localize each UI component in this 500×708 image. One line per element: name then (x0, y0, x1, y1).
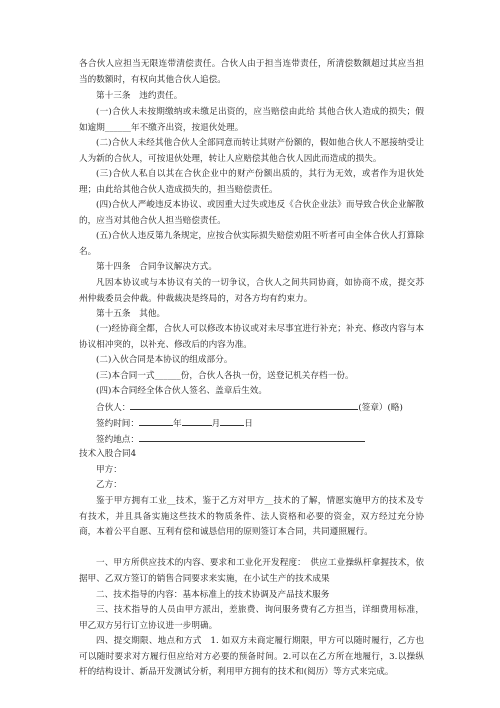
signature-date-label: 签约时间： (96, 419, 139, 429)
clause-3-guidance-personnel: 三、技术指导的人员由甲方派出，差旅费、询问服务费有乙方担当，详细费用标准，甲乙双方另行订立协议进一步明确。 (79, 605, 424, 631)
paragraph-liability-intro: 各合伙人应担当无限连带清偿责任。合伙人由于担当连带责任，所清偿数额超过其应当担当的数额时，有权向其他合伙人追偿。 (79, 59, 424, 85)
signature-place-line (96, 432, 365, 448)
signature-partner-line (96, 400, 403, 416)
article-13-clause-2: (二)合伙人未经其他合伙人全部同意而转让其财产份额的，假如他合伙人不愿接纳受让人为新的合伙人，可按退伙处理，转让人应赔偿其他合伙人因此而造成的损失。 (79, 138, 424, 164)
article-15-clause-1: (一)经协商全都，合伙人可以修改本协议或对未尽事宜进行补充；补充、修改内容与本协议相冲突的，以补充、修改后的内容为准。 (79, 324, 424, 350)
place-blank (139, 432, 365, 442)
signature-date-line (96, 416, 253, 432)
article-14-title: 第十四条 合同争议解决方式。 (96, 262, 218, 272)
day-label: 日 (244, 419, 253, 429)
signature-partner-label: 合伙人： (96, 403, 131, 413)
signature-suffix: (签章）(略) (358, 403, 403, 413)
article-13-clause-4: (四)合伙人严峻违反本协议、或因重大过失或违反《合伙企业法》而导致合伙企业解散的，应当对其他合伙人担当赔偿责任。 (79, 200, 424, 226)
clause-2-guidance-content: 二、技术指导的内容：基本标准上的技术协调及产品技术服务 (96, 590, 330, 600)
article-13-clause-5: (五)合伙人违反第九条规定，应按合伙实际损失赔偿劝阻不听者可由全体合伙人打算除名。 (79, 231, 424, 257)
party-a-label: 甲方： (96, 465, 122, 475)
clause-1-tech-content: 一、甲方所供应技术的内容、要求和工业化开发程度： 供应工业操纵杆拿握技术，依据甲、乙双方签订的销售合同要求来实施，在小试生产的技术成果 (79, 558, 424, 584)
article-15-clause-3: (三)本合同一式______份，合伙人各执一份，送登记机关存档一份。 (96, 371, 354, 381)
signature-partner-blank (130, 400, 358, 410)
signature-place-label: 签约地点： (96, 435, 139, 445)
month-label: 月 (211, 419, 221, 429)
article-15-clause-4: (四)本合同经全体合伙人签名、盖章后生效。 (96, 386, 268, 396)
contract-4-intro: 鉴于甲方拥有工业__技术，鉴于乙方对甲方__技术的了解，情愿实施甲方的技术及专有技术，并且具备实施这些技术的物质条件、法人资格和必要的资金，双方经过充分协商，本着公平自愿、互利有偿和诚恳信用的原则签订本合同，共同遵照履行。 (79, 496, 424, 537)
article-15-title: 第十五条 其他。 (96, 309, 166, 319)
contract-4-title: 技术入股合同4 (79, 449, 137, 459)
party-b-label: 乙方： (96, 480, 122, 490)
article-13-clause-3: (三)合伙人私自以其在合伙企业中的财产份额出质的，其行为无效，或者作为退伙处理；由此给其他合伙人造成损失的，担当赔偿责任。 (79, 169, 424, 195)
year-blank (139, 416, 173, 426)
article-13-title: 第十三条 违约责任。 (96, 91, 183, 101)
article-14-body: 凡因本协议或与本协议有关的一切争议，合伙人之间共同协商，如协商不成，提交苏州仲裁委员会仲裁。仲裁裁决是终局的，对各方均有约束力。 (79, 278, 424, 304)
article-15-clause-2: (二)入伙合同是本协议的组成部分。 (96, 355, 233, 365)
article-13-clause-1: (一)合伙人未按期缴纳或未缴足出资的，应当赔偿由此给 其他合伙人造成的损失；假如逾期______年不缴齐出资，按退伙处理。 (79, 107, 424, 133)
year-label: 年 (172, 419, 182, 429)
month-blank (182, 416, 212, 426)
day-blank (220, 416, 244, 426)
clause-4-delivery-terms: 四、提交期限、地点和方式 1. 如双方未商定履行期限，甲方可以随时履行，乙方也可以随时要求对方履行但应给对方必要的预备时间。2.可以在乙方所在地履行，3.以操纵杆的结构设计、新品开发测试分析，利用甲方拥有的技术和(阅历）等方式来完成。 (79, 636, 424, 677)
